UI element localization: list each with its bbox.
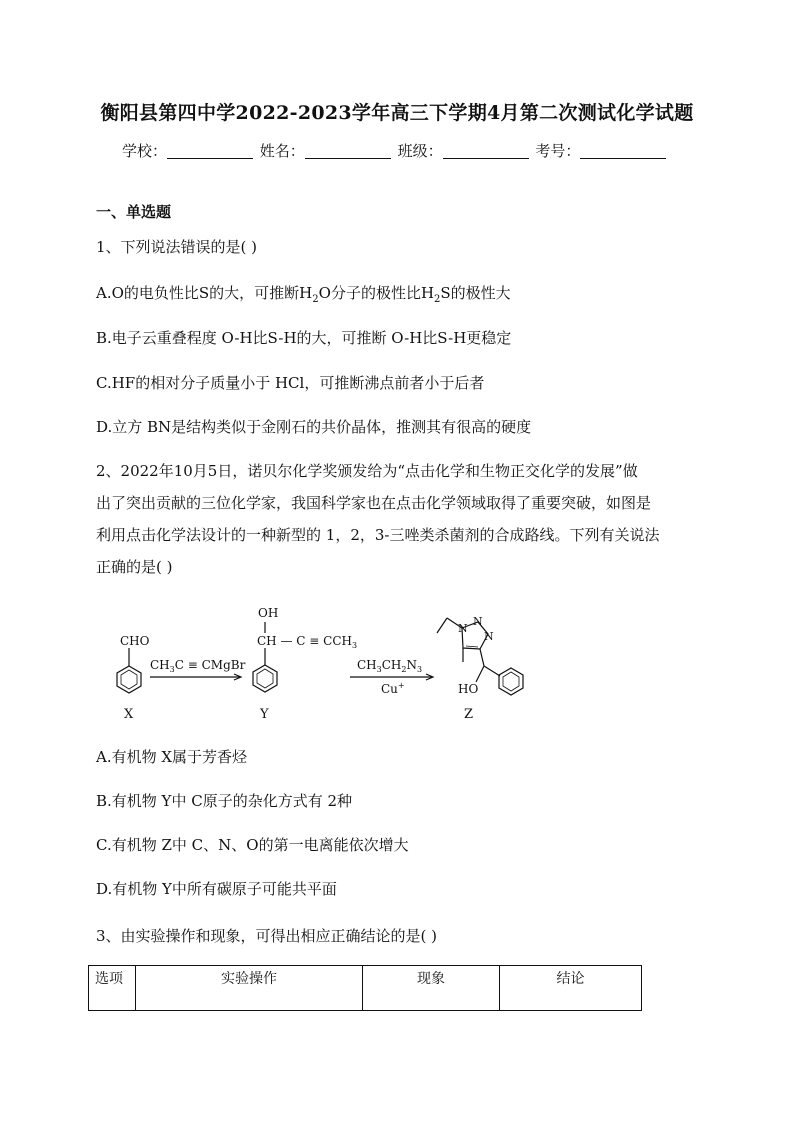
q3-table	[88, 965, 642, 1011]
triazole-n2: N	[473, 615, 483, 628]
q2-option-c: C.有机物 Z中 C、N、O的第一电离能依次增大	[96, 836, 409, 854]
grignard-reagent: $CH_3C$ ≡ CMgBr	[150, 658, 246, 674]
y-propynyl-chain: CH — $C \equiv CCH_3$	[257, 634, 358, 650]
compound-label-x: X	[124, 707, 134, 722]
q1-option-b: B.电子云重叠程度 O-H比S-H的大，可推断 O-H比S-H更稳定	[96, 329, 512, 347]
q2-stem-line-3: 利用点击化学法设计的一种新型的 1，2，3-三唑类杀菌剂的合成路线。下列有关说法	[96, 526, 660, 544]
compound-label-y: Y	[260, 707, 269, 722]
y-hydroxyl-group: OH	[258, 606, 279, 620]
ethyl-azide-reagent: $CH_3CH_2N_3$	[357, 658, 423, 674]
class-label: 班级：	[397, 142, 443, 160]
q2-option-d: D.有机物 Y中所有碳原子可能共平面	[96, 880, 337, 898]
q1-stem: 1、下列说法错误的是( )	[96, 238, 258, 256]
q2-option-b: B.有机物 Y中 C原子的杂化方式有 2种	[96, 792, 353, 810]
section-heading: 一、单选题	[96, 203, 172, 221]
copper-catalyst: Cu+	[381, 681, 405, 696]
q2-stem-line-4: 正确的是( )	[96, 558, 173, 576]
compound-label-z: Z	[464, 707, 474, 722]
triazole-n3: N	[484, 630, 494, 643]
table-header-row	[89, 966, 642, 1011]
q1-option-c: C.HF的相对分子质量小于 HCl，可推断沸点前者小于后者	[96, 374, 485, 392]
table-header-conclusion: 结论	[500, 966, 642, 1011]
school-label: 学校：	[122, 142, 168, 160]
x-aldehyde-group: CHO	[120, 634, 150, 648]
name-label: 姓名：	[259, 142, 305, 160]
table-header-phenomenon: 现象	[363, 966, 500, 1011]
table-header-operation: 实验操作	[136, 966, 363, 1011]
q2-option-a: A.有机物 X属于芳香烃	[96, 748, 248, 766]
triazole-n1: N	[458, 622, 468, 635]
q3-stem: 3、由实验操作和现象，可得出相应正确结论的是( )	[96, 927, 438, 945]
q2-stem-line-2: 出了突出贡献的三位化学家，我国科学家也在点击化学领域取得了重要突破，如图是	[96, 494, 652, 512]
exam-number-label: 考号：	[535, 142, 581, 160]
q1-option-d: D.立方 BN是结构类似于金刚石的共价晶体，推测其有很高的硬度	[96, 418, 532, 436]
table-header-option: 选项	[89, 966, 136, 1011]
z-hydroxyl-group: HO	[458, 682, 479, 696]
q1-option-a: A.O的电负性比S的大，可推断$H_2O$分子的极性比$H_2S$的极性大	[96, 284, 511, 305]
page-title: 衡阳县第四中学2022-2023学年高三下学期4月第二次测试化学试题	[100, 102, 694, 124]
q2-stem-line-1: 2、2022年10月5日，诺贝尔化学奖颁发给为“点击化学和生物正交化学的发展”做	[96, 462, 638, 480]
